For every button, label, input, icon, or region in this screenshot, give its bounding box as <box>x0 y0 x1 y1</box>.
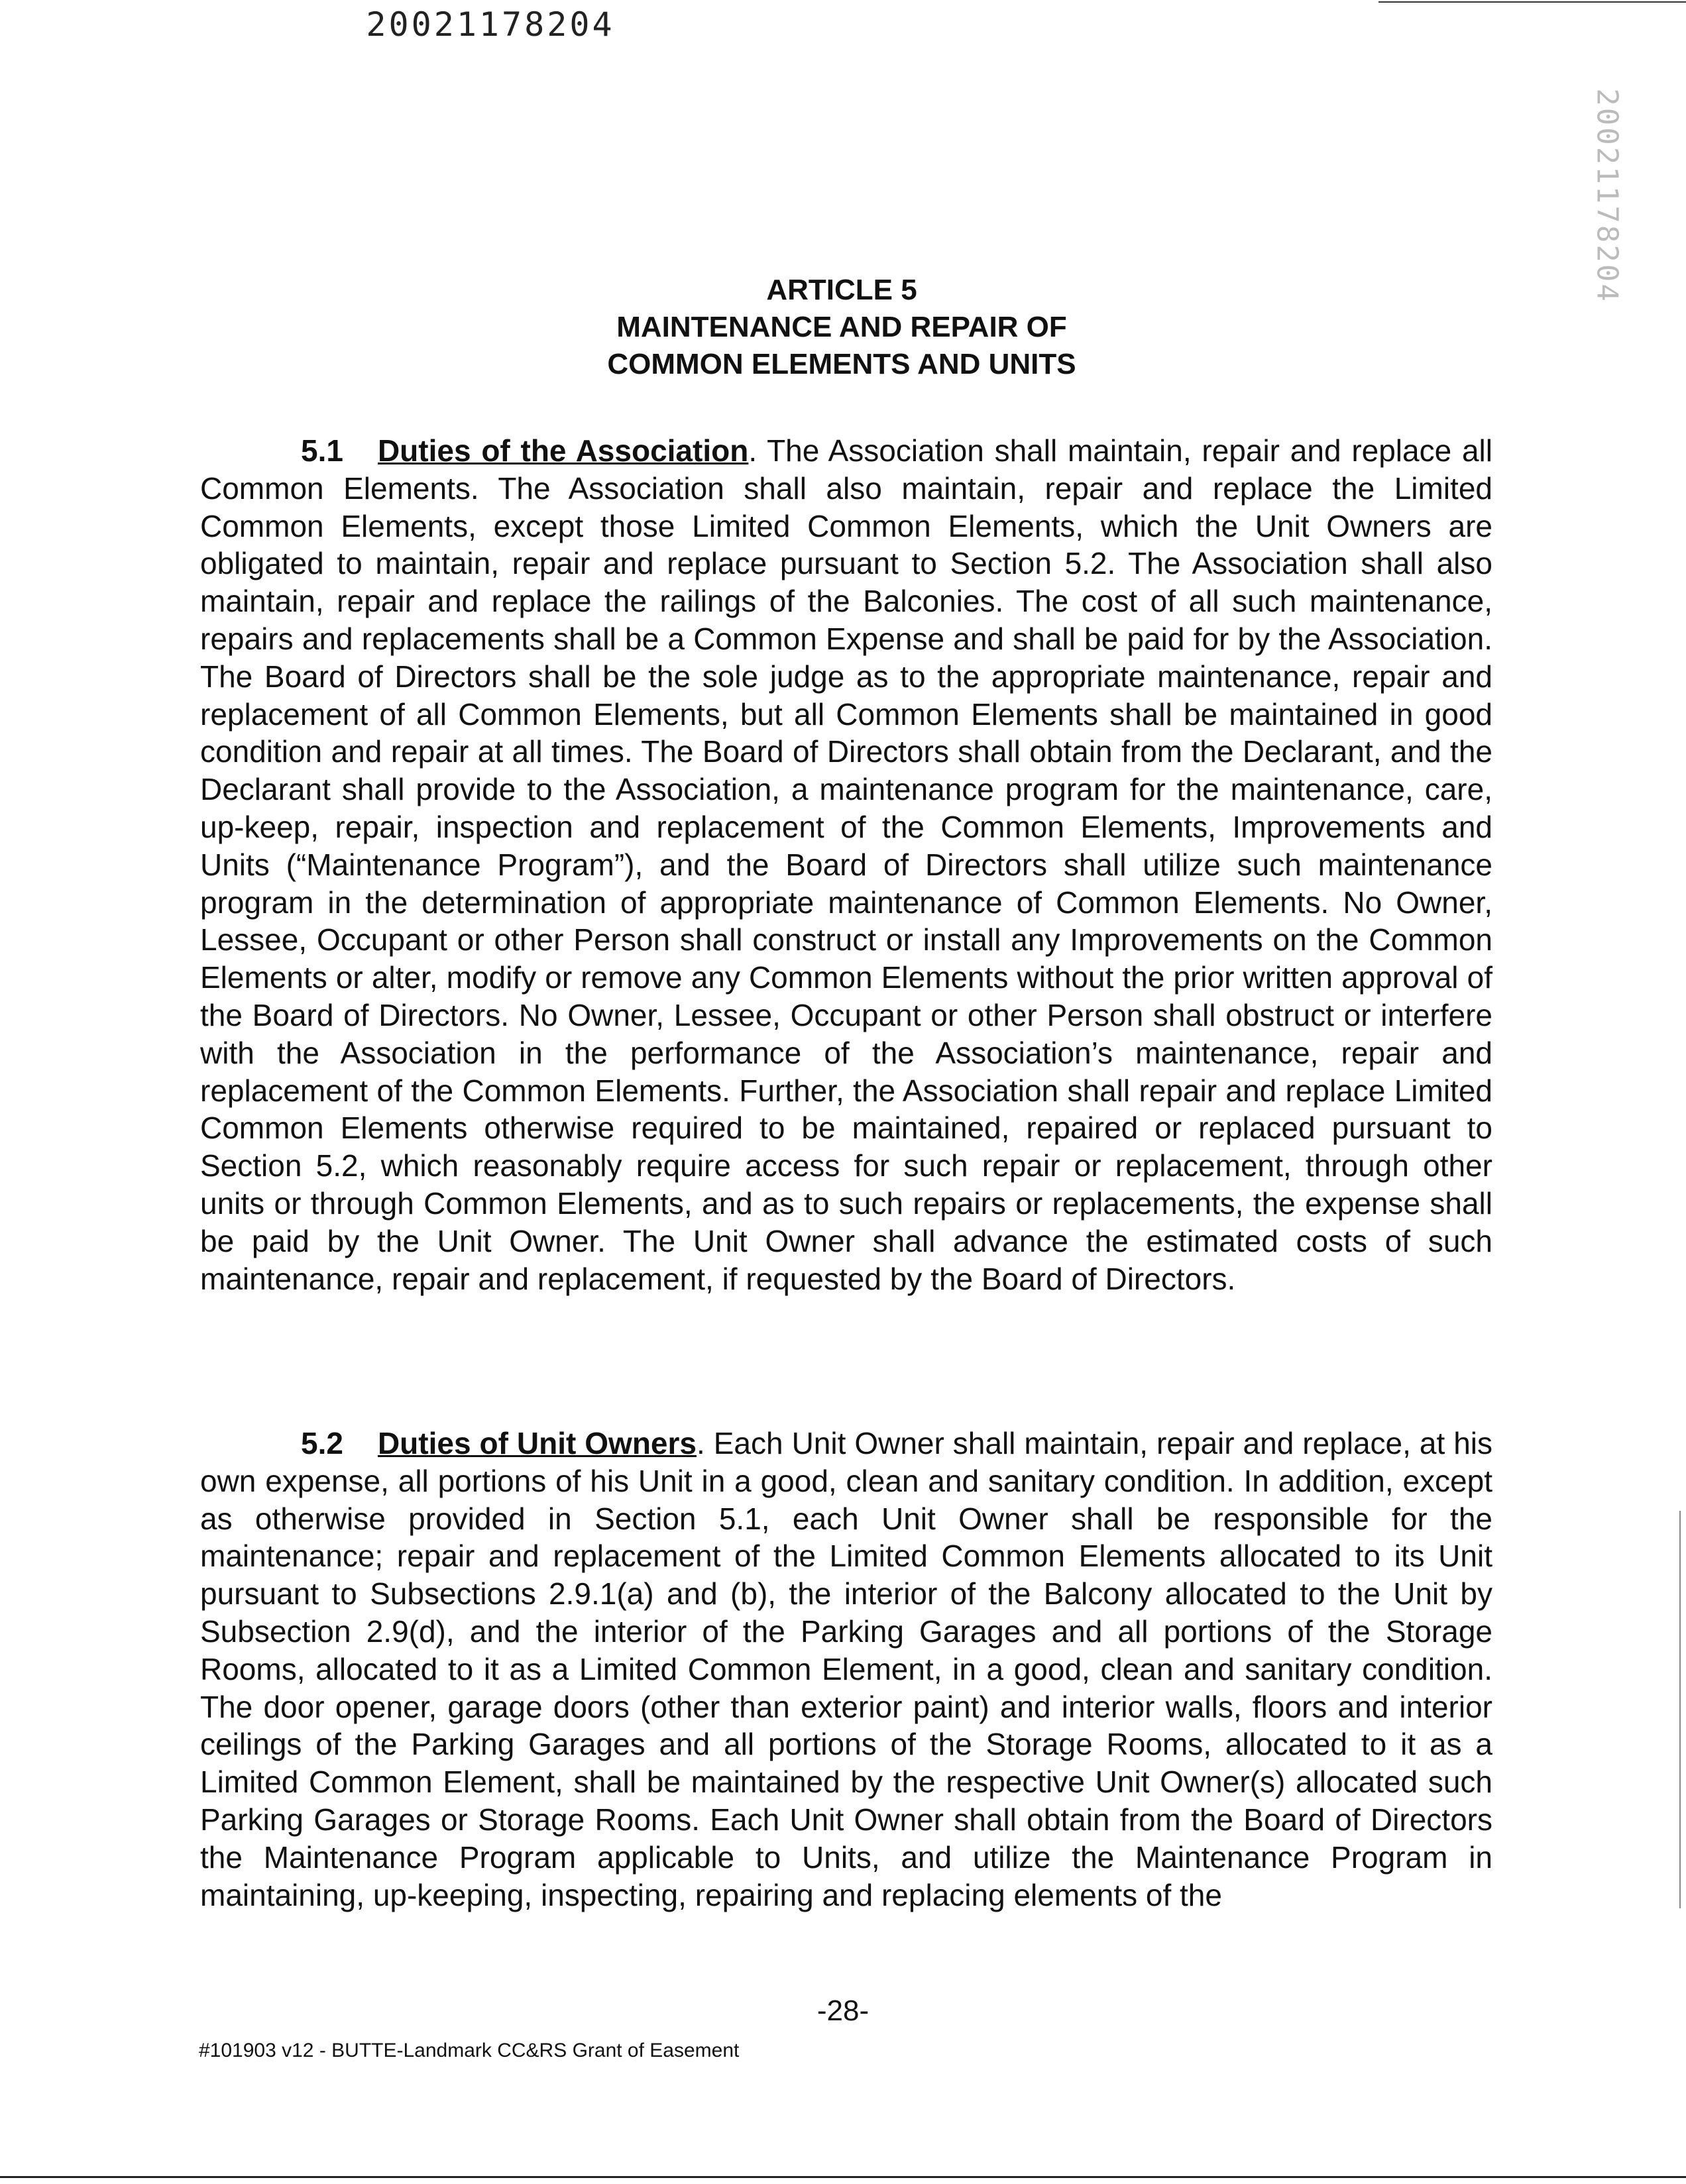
article-heading <box>199 272 1485 383</box>
side-stamp <box>1584 87 1630 303</box>
bottom-rule <box>0 2176 1686 2178</box>
section-number: 5.1 <box>301 433 343 468</box>
section-body: Each Unit Owner shall maintain, repair and replace, at his own expense, all portions of his Unit in a good, clean and sanitary condition. In addition, except as otherwise provided in Section 5.1, each Unit Owner shall be responsible for the maintenance; repair and replacement of the Limited Common Elements allocated to its Unit pursuant to Subsections 2.9.1(a) and (b), the interior of the Balcony allocated to the Unit by Subsection 2.9(d), and the interior of the Parking Garages and all portions of the Storage Rooms, allocated to it as a Limited Common Element, in a good, clean and sanitary condition. The door opener, garage doors (other than exterior paint) and interior walls, floors and interior ceilings of the Parking Garages and all portions of the Storage Rooms, allocated to it as a Limited Common Element, shall be maintained by the respective Unit Owner(s) allocated such Parking Garages or Storage Rooms. Each Unit Owner shall obtain from the Board of Directors the Maintenance Program applicable to Units, and utilize the Maintenance Program in maintaining, up-keeping, inspecting, repairing and replacing elements of the <box>200 1426 1492 1912</box>
article-subtitle-1: MAINTENANCE AND REPAIR OF <box>616 311 1067 343</box>
top-rule <box>1378 1 1686 3</box>
section-number: 5.2 <box>301 1426 343 1460</box>
article-subtitle-2: COMMON ELEMENTS AND UNITS <box>607 348 1076 380</box>
scan-edge-mark <box>1679 1511 1681 1908</box>
section-5-1: 5.1 Duties of the Association. The Association shall maintain, repair and replace all Common Elements. The Association shall also maintain, repair and replace the Limited Common Elements, except those Limited Common Elements, which the Unit Owners are obligated to maintain, repair and replace pursuant to Section 5.2. The Association shall also maintain, repair and replace the railings of the Balconies. The cost of all such maintenance, repairs and replacements shall be a Common Expense and shall be paid for by the Association. The Board of Directors shall be the sole judge as to the appropriate maintenance, repair and replacement of all Common Elements, but all Common Elements shall be maintained in good condition and repair at all times. The Board of Directors shall obtain from the Declarant, and the Declarant shall provide to the Association, a maintenance program for the maintenance, care, up-keep, repair, inspection and replacement of the Common Elements, Improvements and Units (“Maintenance Program”), and the Board of Directors shall utilize such maintenance program in the determination of appropriate maintenance of Common Elements. No Owner, Lessee, Occupant or other Person shall construct or install any Improvements on the Common Elements or alter, modify or remove any Common Elements without the prior written approval of the Board of Directors. No Owner, Lessee, Occupant or other Person shall obstruct or interfere with the Association in the performance of the Association’s maintenance, repair and replacement of the Common Elements. Further, the Association shall repair and replace Limited Common Elements otherwise required to be maintained, repaired or replaced pursuant to Section 5.2, which reasonably require access for such repair or replacement, through other units or through Common Elements, and as to such repairs or replacements, the expense shall be paid by the Unit Owner. The Unit Owner shall advance the estimated costs of such maintenance, repair and replacement, if requested by the Board of Directors. <box>200 433 1492 1296</box>
article-title: ARTICLE 5 <box>766 274 917 306</box>
side-stamp-text: 20021178204 <box>1590 87 1624 303</box>
page-number: -28- <box>816 1994 870 2027</box>
section-title: Duties of the Association <box>377 433 749 468</box>
section-5-2: 5.2 Duties of Unit Owners. Each Unit Owner shall maintain, repair and replace, at his own expense, all portions of his Unit in a good, clean and sanitary condition. In addition, except as otherwise provided in Section 5.1, each Unit Owner shall be responsible for the maintenance; repair and replacement of the Limited Common Elements allocated to its Unit pursuant to Subsections 2.9.1(a) and (b), the interior of the Balcony allocated to the Unit by Subsection 2.9(d), and the interior of the Parking Garages and all portions of the Storage Rooms, allocated to it as a Limited Common Element, in a good, clean and sanitary condition. The door opener, garage doors (other than exterior paint) and interior walls, floors and interior ceilings of the Parking Garages and all portions of the Storage Rooms, allocated to it as a Limited Common Element, shall be maintained by the respective Unit Owner(s) allocated such Parking Garages or Storage Rooms. Each Unit Owner shall obtain from the Board of Directors the Maintenance Program applicable to Units, and utilize the Maintenance Program in maintaining, up-keeping, inspecting, repairing and replacing elements of the <box>200 1426 1492 1912</box>
section-title: Duties of Unit Owners <box>377 1426 697 1460</box>
footer-document-id: #101903 v12 - BUTTE-Landmark CC&RS Grant of Easement <box>199 2040 740 2061</box>
section-body: The Association shall maintain, repair and replace all Common Elements. The Association shall also maintain, repair and replace the Limited Common Elements, except those Limited Common Elements, which the Unit Owners are obligated to maintain, repair and replace pursuant to Section 5.2. The Association shall also maintain, repair and replace the railings of the Balconies. The cost of all such maintenance, repairs and replacements shall be a Common Expense and shall be paid for by the Association. The Board of Directors shall be the sole judge as to the appropriate maintenance, repair and replacement of all Common Elements, but all Common Elements shall be maintained in good condition and repair at all times. The Board of Directors shall obtain from the Declarant, and the Declarant shall provide to the Association, a maintenance program for the maintenance, care, up-keep, repair, inspection and replacement of the Common Elements, Improvements and Units (“Maintenance Program”), and the Board of Directors shall utilize such maintenance program in the determination of appropriate maintenance of Common Elements. No Owner, Lessee, Occupant or other Person shall construct or install any Improvements on the Common Elements or alter, modify or remove any Common Elements without the prior written approval of the Board of Directors. No Owner, Lessee, Occupant or other Person shall obstruct or interfere with the Association in the performance of the Association’s maintenance, repair and replacement of the Common Elements. Further, the Association shall repair and replace Limited Common Elements otherwise required to be maintained, repaired or replaced pursuant to Section 5.2, which reasonably require access for such repair or replacement, through other units or through Common Elements, and as to such repairs or replacements, the expense shall be paid by the Unit Owner. The Unit Owner shall advance the estimated costs of such maintenance, repair and replacement, if requested by the Board of Directors. <box>200 433 1492 1296</box>
recording-number: 20021178204 <box>366 5 615 44</box>
